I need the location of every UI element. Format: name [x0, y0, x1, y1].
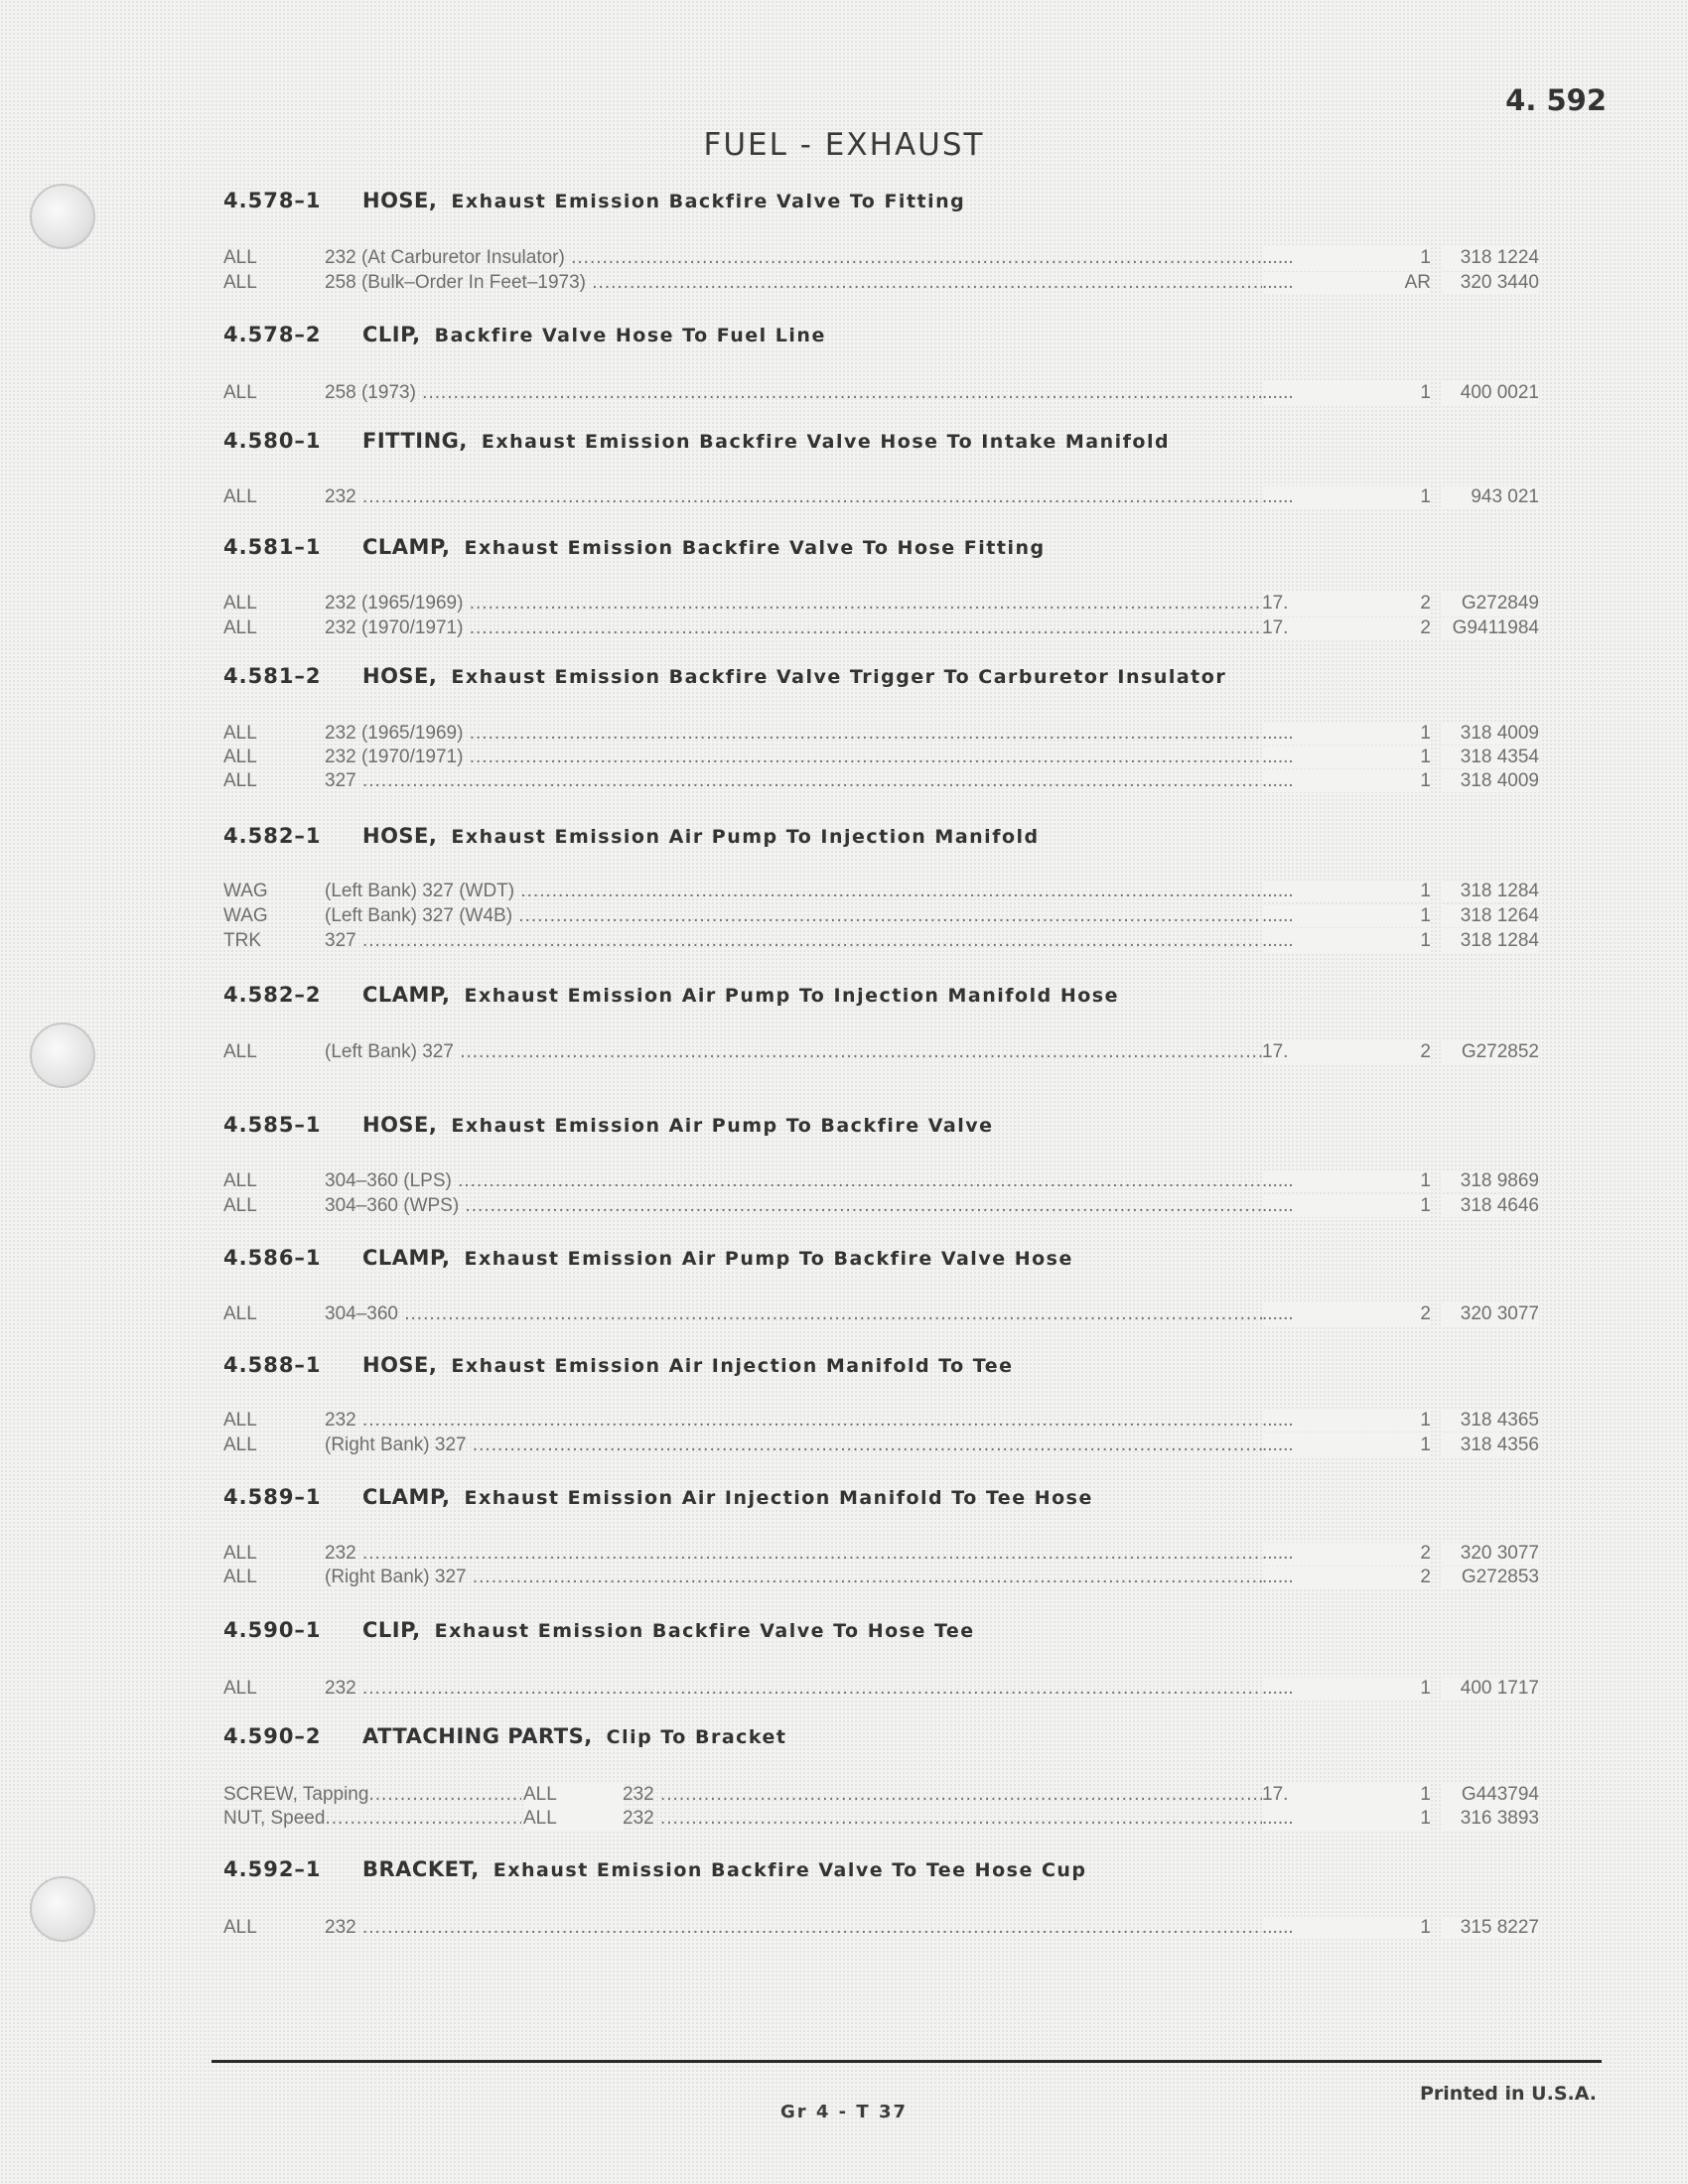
part-number: G272852 [1441, 1041, 1539, 1063]
section-number: 4.582–1 [223, 824, 322, 848]
part-number: 315 8227 [1441, 1917, 1539, 1939]
parts-row [223, 723, 1539, 747]
parts-row [223, 247, 1539, 271]
section-description: Exhaust Emission Backfire Valve To Fitting [451, 191, 966, 212]
row-description: 232 (1965/1969) ..... [325, 593, 1339, 614]
row-description: 258 (Bulk–Order In Feet–1973) ..... [325, 272, 1339, 294]
plate-number: ...... [1262, 905, 1351, 927]
row-description: 327 ..... [325, 930, 1339, 952]
section-heading [223, 824, 1544, 848]
plate-number: ...... [1262, 723, 1351, 745]
printed-in-notice: Printed in U.S.A. [1420, 2083, 1597, 2105]
model-code: ALL [223, 382, 257, 403]
part-number: 318 4009 [1441, 723, 1539, 745]
section-heading [223, 189, 1544, 212]
row-description: (Left Bank) 327 (WDT) ..... [325, 881, 1339, 902]
parts-row [223, 1195, 1539, 1219]
section-description: Backfire Valve Hose To Fuel Line [434, 325, 826, 346]
quantity: AR [1351, 272, 1431, 294]
parts-row [223, 930, 1539, 954]
part-number: 316 3893 [1441, 1808, 1539, 1830]
parts-row [223, 617, 1539, 641]
parts-row [223, 1784, 1539, 1808]
part-number: G443794 [1441, 1784, 1539, 1806]
section-description: Exhaust Emission Backfire Valve To Hose Tee [434, 1620, 975, 1642]
model-code: ALL [223, 247, 257, 268]
quantity: 1 [1351, 1434, 1431, 1456]
parts-row [223, 1567, 1539, 1590]
section-description: Exhaust Emission Air Injection Manifold To Tee Hose [464, 1487, 1093, 1509]
row-description: 232 ..... [325, 1917, 1339, 1939]
section-heading [223, 664, 1544, 688]
quantity: 1 [1351, 247, 1431, 269]
section-number: 4.592–1 [223, 1857, 322, 1881]
section-heading [223, 983, 1544, 1007]
section-number: 4.586–1 [223, 1246, 322, 1270]
section-description: Clip To Bracket [606, 1726, 787, 1748]
section-description: Exhaust Emission Air Pump To Backfire Valve Hose [464, 1248, 1073, 1270]
part-number: 320 3077 [1441, 1303, 1539, 1325]
row-description: (Left Bank) 327 (W4B) ..... [325, 905, 1339, 927]
plate-number: ...... [1262, 1410, 1351, 1432]
section-heading [223, 535, 1544, 559]
section-number: 4.580–1 [223, 429, 322, 453]
plate-number: ...... [1262, 747, 1351, 768]
row-description: 232 (1970/1971) ..... [325, 617, 1339, 639]
row-description: (Right Bank) 327 ..... [325, 1567, 1339, 1588]
part-name: CLAMP, [362, 983, 451, 1007]
quantity: 2 [1351, 593, 1431, 614]
part-name: CLIP, [362, 1618, 421, 1642]
quantity: 1 [1351, 1678, 1431, 1700]
parts-row [223, 1543, 1539, 1567]
section-description: Exhaust Emission Air Pump To Injection Manifold Hose [464, 985, 1119, 1007]
section-number: 4.581–2 [223, 664, 322, 688]
plate-number: ...... [1262, 1808, 1351, 1830]
plate-number: 17. [1262, 593, 1351, 614]
row-description: 304–360 (LPS) ..... [325, 1170, 1339, 1192]
part-number: 320 3077 [1441, 1543, 1539, 1565]
model-code: ALL [223, 593, 257, 614]
section-number: 4.590–1 [223, 1618, 322, 1642]
section-heading [223, 1724, 1544, 1748]
quantity: 1 [1351, 1808, 1431, 1830]
row-description: (Right Bank) 327 ..... [325, 1434, 1339, 1456]
parts-row [223, 1041, 1539, 1065]
model-code: ALL [223, 747, 257, 767]
row-description: 232 ..... [325, 1543, 1339, 1565]
group-page-reference: Gr 4 - T 37 [779, 2102, 909, 2122]
quantity: 1 [1351, 382, 1431, 404]
model-code: ALL [223, 1917, 257, 1938]
section-number: 4.588–1 [223, 1353, 322, 1377]
part-number: G9411984 [1441, 617, 1539, 639]
section-heading [223, 1353, 1544, 1377]
section-heading [223, 1246, 1544, 1270]
plate-number: ...... [1262, 1170, 1351, 1192]
model-code: ALL [523, 1808, 623, 1830]
section-heading [223, 323, 1544, 346]
plate-number: ...... [1262, 1303, 1351, 1325]
row-description: 232 ..... [623, 1784, 1339, 1806]
quantity: 2 [1351, 1567, 1431, 1588]
parts-row [223, 1170, 1539, 1194]
binder-hole-bottom [30, 1876, 95, 1942]
section-number: 4.578–1 [223, 189, 322, 212]
quantity: 2 [1351, 1543, 1431, 1565]
model-code: ALL [223, 723, 257, 744]
section-description: Exhaust Emission Backfire Valve To Tee Hose Cup [492, 1859, 1087, 1881]
plate-number: ...... [1262, 770, 1351, 792]
part-name: HOSE, [362, 824, 438, 848]
parts-row [223, 272, 1539, 296]
plate-number: ...... [1262, 1195, 1351, 1217]
attaching-part-label: SCREW, Tapping ..... [223, 1784, 521, 1806]
row-description: 304–360 ..... [325, 1303, 1339, 1325]
quantity: 2 [1351, 1303, 1431, 1325]
plate-number: ...... [1262, 1543, 1351, 1565]
section-number: 4.582–2 [223, 983, 322, 1007]
part-number: 318 1284 [1441, 930, 1539, 952]
model-code: ALL [223, 1434, 257, 1455]
parts-row [223, 1808, 1539, 1832]
model-code: ALL [223, 1567, 257, 1587]
quantity: 1 [1351, 1784, 1431, 1806]
quantity: 1 [1351, 930, 1431, 952]
plate-number: ...... [1262, 247, 1351, 269]
attaching-part-label: NUT, Speed ..... [223, 1808, 521, 1830]
model-code: ALL [523, 1784, 623, 1806]
parts-row [223, 1434, 1539, 1458]
parts-row [223, 1303, 1539, 1327]
part-number: 318 4009 [1441, 770, 1539, 792]
part-name: CLIP, [362, 323, 421, 346]
model-code: WAG [223, 905, 268, 926]
part-number: G272849 [1441, 593, 1539, 614]
quantity: 1 [1351, 1195, 1431, 1217]
section-description: Exhaust Emission Air Pump To Injection Manifold [451, 826, 1040, 848]
binder-hole-top [30, 184, 95, 249]
row-description: 232 ..... [325, 1410, 1339, 1432]
section-description: Exhaust Emission Backfire Valve Hose To Intake Manifold [481, 431, 1171, 453]
page-number: 4. 592 [1505, 83, 1607, 117]
section-heading [223, 1113, 1544, 1137]
part-name: HOSE, [362, 189, 438, 212]
part-name: HOSE, [362, 664, 438, 688]
plate-number: 17. [1262, 617, 1351, 639]
model-code: WAG [223, 881, 268, 901]
part-number: G272853 [1441, 1567, 1539, 1588]
part-name: BRACKET, [362, 1857, 480, 1881]
section-heading [223, 429, 1544, 453]
part-number: 320 3440 [1441, 272, 1539, 294]
part-number: 318 4646 [1441, 1195, 1539, 1217]
parts-row [223, 486, 1539, 510]
row-description: (Left Bank) 327 ..... [325, 1041, 1339, 1063]
quantity: 1 [1351, 723, 1431, 745]
plate-number: ...... [1262, 930, 1351, 952]
row-description: 258 (1973) ..... [325, 382, 1339, 404]
model-code: ALL [223, 1170, 257, 1191]
quantity: 1 [1351, 770, 1431, 792]
row-description: 232 (1965/1969) ..... [325, 723, 1339, 745]
plate-number: ...... [1262, 1678, 1351, 1700]
section-heading [223, 1618, 1544, 1642]
row-description: 232 (At Carburetor Insulator) ..... [325, 247, 1339, 269]
part-number: 400 1717 [1441, 1678, 1539, 1700]
part-name: FITTING, [362, 429, 468, 453]
parts-row [223, 881, 1539, 904]
parts-row [223, 770, 1539, 794]
part-number: 318 4356 [1441, 1434, 1539, 1456]
part-number: 400 0021 [1441, 382, 1539, 404]
quantity: 1 [1351, 747, 1431, 768]
model-code: ALL [223, 617, 257, 638]
quantity: 2 [1351, 617, 1431, 639]
row-description: 232 (1970/1971) ..... [325, 747, 1339, 768]
model-code: ALL [223, 1410, 257, 1431]
footer-divider [211, 2060, 1602, 2063]
model-code: ALL [223, 770, 257, 791]
section-heading [223, 1485, 1544, 1509]
quantity: 1 [1351, 905, 1431, 927]
plate-number: ...... [1262, 486, 1351, 508]
part-number: 318 1284 [1441, 881, 1539, 902]
part-name: CLAMP, [362, 1246, 451, 1270]
part-number: 943 021 [1441, 486, 1539, 508]
binder-hole-middle [30, 1023, 95, 1088]
section-description: Exhaust Emission Backfire Valve To Hose Fitting [464, 537, 1046, 559]
model-code: ALL [223, 486, 257, 507]
section-number: 4.590–2 [223, 1724, 322, 1748]
parts-row [223, 747, 1539, 770]
section-heading [223, 1857, 1544, 1881]
row-description: 327 ..... [325, 770, 1339, 792]
section-description: Exhaust Emission Backfire Valve Trigger To Carburetor Insulator [451, 666, 1227, 688]
model-code: TRK [223, 930, 261, 951]
plate-number: 17. [1262, 1041, 1351, 1063]
section-description: Exhaust Emission Air Injection Manifold To Tee [451, 1355, 1014, 1377]
parts-row [223, 593, 1539, 616]
plate-number: ...... [1262, 1567, 1351, 1588]
parts-row [223, 1917, 1539, 1941]
row-description: 232 ..... [325, 486, 1339, 508]
quantity: 2 [1351, 1041, 1431, 1063]
part-name: CLAMP, [362, 1485, 451, 1509]
plate-number: ...... [1262, 1917, 1351, 1939]
model-code: ALL [223, 1303, 257, 1324]
part-number: 318 4354 [1441, 747, 1539, 768]
model-code: ALL [223, 1041, 257, 1062]
part-number: 318 9869 [1441, 1170, 1539, 1192]
parts-row [223, 905, 1539, 929]
quantity: 1 [1351, 1917, 1431, 1939]
section-number: 4.578–2 [223, 323, 322, 346]
plate-number: ...... [1262, 1434, 1351, 1456]
plate-number: ...... [1262, 272, 1351, 294]
part-name: CLAMP, [362, 535, 451, 559]
part-name: HOSE, [362, 1353, 438, 1377]
part-number: 318 4365 [1441, 1410, 1539, 1432]
plate-number: ...... [1262, 382, 1351, 404]
page-title: FUEL - EXHAUST [703, 127, 985, 163]
model-code: ALL [223, 1678, 257, 1699]
parts-row [223, 1410, 1539, 1433]
quantity: 1 [1351, 486, 1431, 508]
quantity: 1 [1351, 1170, 1431, 1192]
row-description: 304–360 (WPS) ..... [325, 1195, 1339, 1217]
row-description: 232 ..... [325, 1678, 1339, 1700]
quantity: 1 [1351, 881, 1431, 902]
row-description: 232 ..... [623, 1808, 1339, 1830]
section-number: 4.581–1 [223, 535, 322, 559]
plate-number: ...... [1262, 881, 1351, 902]
parts-row [223, 382, 1539, 406]
section-number: 4.585–1 [223, 1113, 322, 1137]
model-code: ALL [223, 272, 257, 293]
part-name: HOSE, [362, 1113, 438, 1137]
quantity: 1 [1351, 1410, 1431, 1432]
section-description: Exhaust Emission Air Pump To Backfire Valve [451, 1115, 994, 1137]
plate-number: 17. [1262, 1784, 1351, 1806]
parts-row [223, 1678, 1539, 1702]
model-code: ALL [223, 1543, 257, 1564]
part-number: 318 1224 [1441, 247, 1539, 269]
model-code: ALL [223, 1195, 257, 1216]
part-number: 318 1264 [1441, 905, 1539, 927]
part-name: ATTACHING PARTS, [362, 1724, 593, 1748]
section-number: 4.589–1 [223, 1485, 322, 1509]
